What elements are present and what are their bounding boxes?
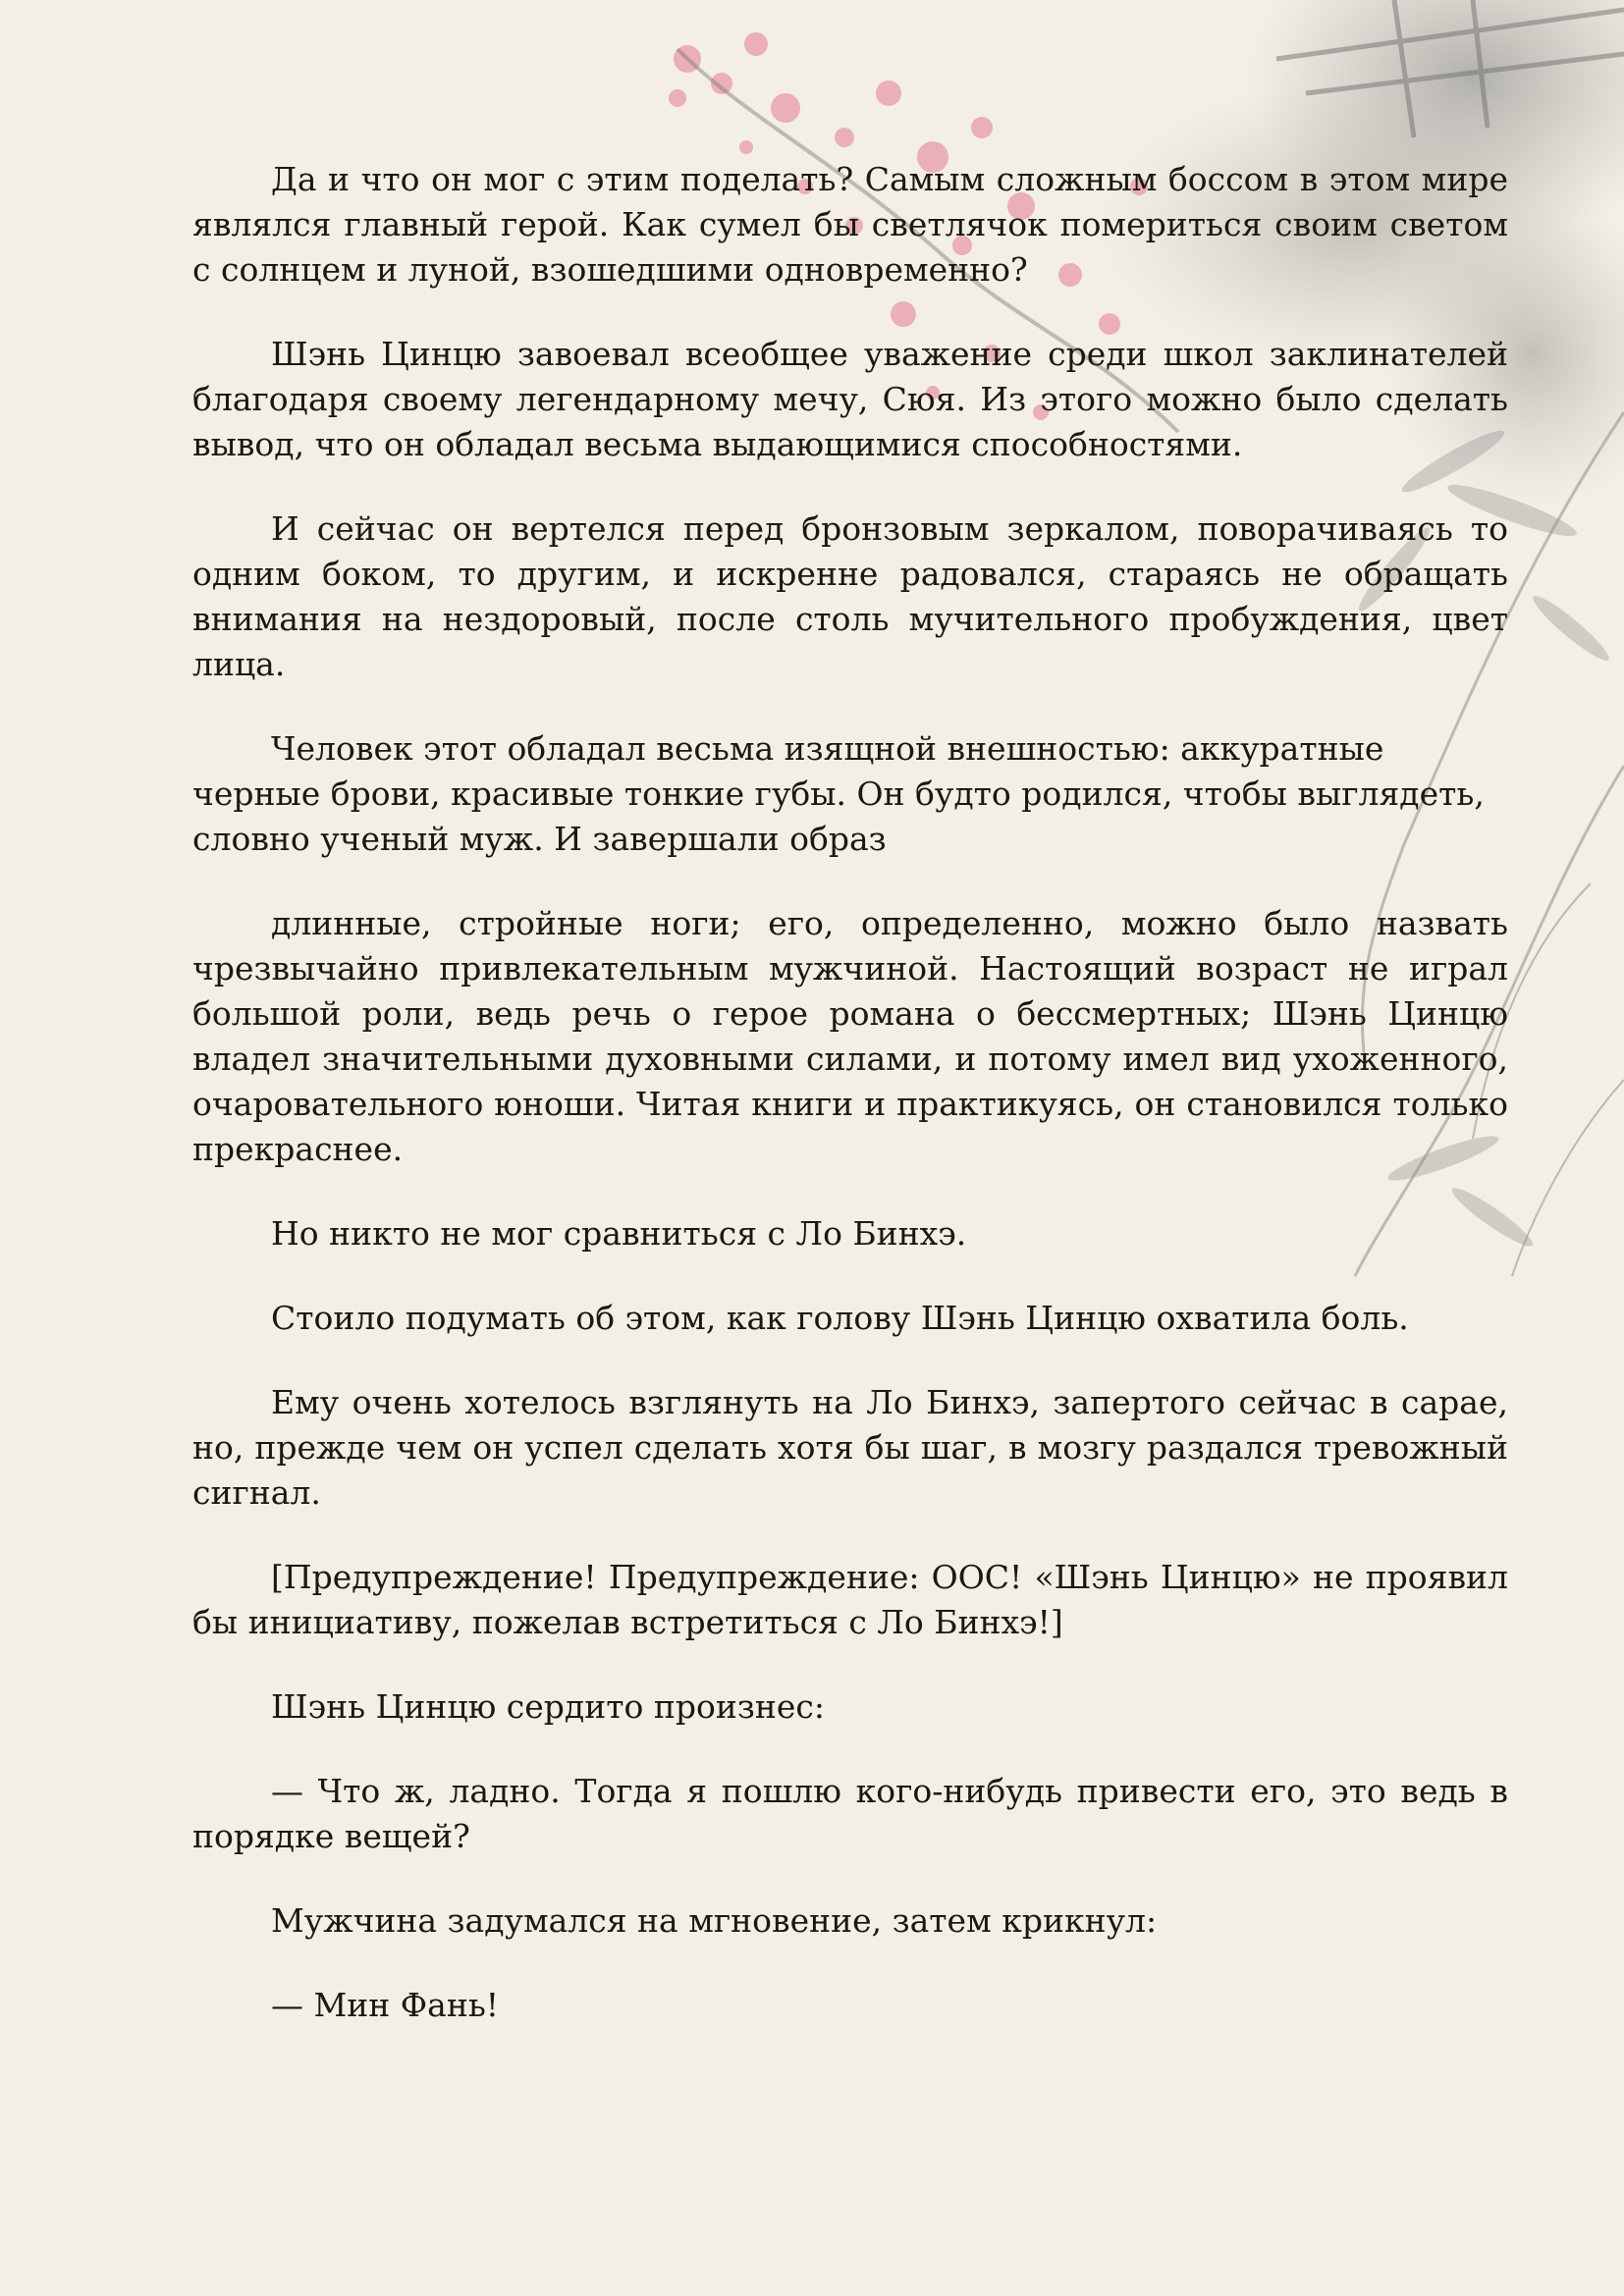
paragraph: Человек этот обладал весьма изящной внешностью: аккуратные черные брови, красивые тонкие губы. Он будто родился, чтобы выглядеть, словно ученый муж. И завершали образ bbox=[192, 729, 1485, 858]
body-text bbox=[192, 157, 1508, 2067]
paragraph: Ему очень хотелось взглянуть на Ло Бинхэ, запертого сейчас в сарае, но, прежде чем он успел сделать хотя бы шаг, в мозгу раздался тревожный сигнал. bbox=[192, 1383, 1508, 1512]
paragraph: И сейчас он вертелся перед бронзовым зеркалом, поворачиваясь то одним боком, то другим, и искренне радовался, стараясь не обращать внимания на нездоровый, после столь мучительного пробуждения, цвет лица. bbox=[192, 509, 1508, 683]
paragraph: Шэнь Цинцю сердито произнес: bbox=[271, 1687, 825, 1726]
paragraph: [Предупреждение! Предупреждение: ООС! «Шэнь Цинцю» не проявил бы инициативу, пожелав встретиться с Ло Бинхэ!] bbox=[192, 1558, 1508, 1641]
paragraph: Стоило подумать об этом, как голову Шэнь Цинцю охватила боль. bbox=[271, 1299, 1409, 1337]
paragraph: Шэнь Цинцю завоевал всеобщее уважение среди школ заклинателей благодаря своему легендарному мечу, Сюя. Из этого можно было сделать вывод, что он обладал весьма выдающимися способностями. bbox=[192, 335, 1508, 463]
paragraph: Но никто не мог сравниться с Ло Бинхэ. bbox=[271, 1214, 967, 1253]
paragraph: — Что ж, ладно. Тогда я пошлю кого-нибудь привести его, это ведь в порядке вещей? bbox=[192, 1772, 1508, 1855]
paragraph: Да и что он мог с этим поделать? Самым сложным боссом в этом мире являлся главный герой. Как сумел бы светлячок помериться своим светом с солнцем и луной, взошедшими одновременно? bbox=[192, 160, 1508, 289]
paragraph: Мужчина задумался на мгновение, затем крикнул: bbox=[271, 1901, 1158, 1940]
paragraph: длинные, стройные ноги; его, определенно, можно было назвать чрезвычайно привлекательным мужчиной. Настоящий возраст не играл большой роли, ведь речь о герое романа о бессмертных; Шэнь Цинцю владел значительными духовными силами, и потому имел вид ухоженного, очаровательного юноши. Читая книги и практикуясь, он становился только прекраснее. bbox=[192, 904, 1508, 1168]
paragraph: — Мин Фань! bbox=[271, 1986, 500, 2024]
